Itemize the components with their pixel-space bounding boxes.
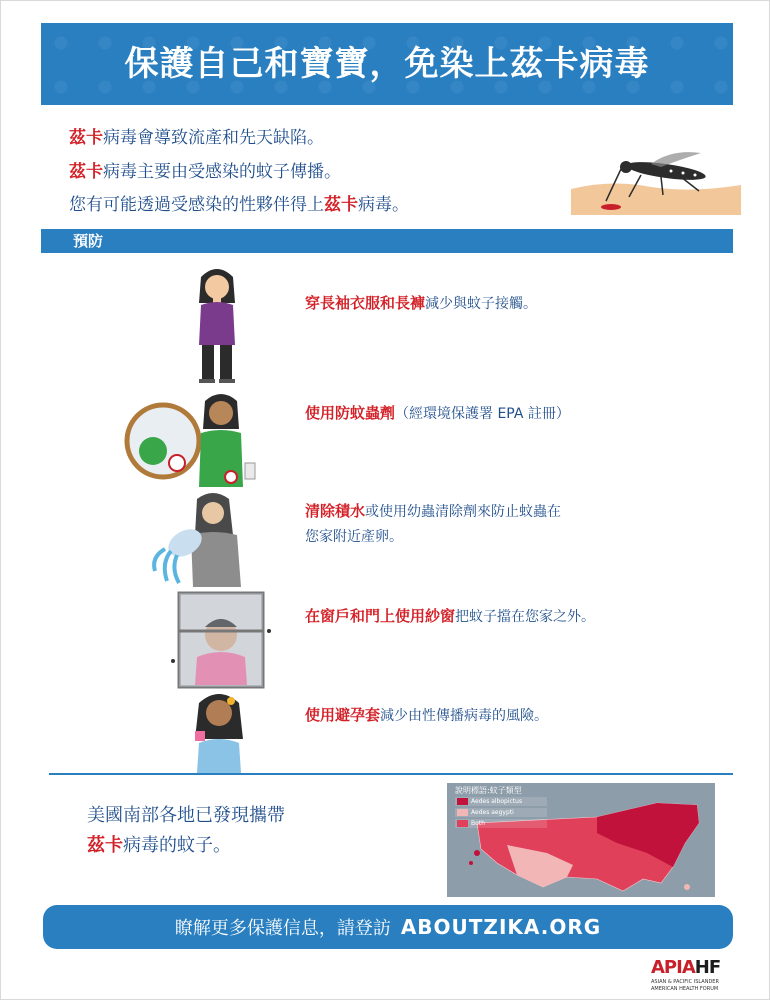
logo-subtitle-1: ASIAN & PACIFIC ISLANDER <box>651 979 719 985</box>
intro-line-1: 茲卡病毒會導致流產和先天缺陷。 <box>69 128 324 148</box>
logo-subtitle-2: AMERICAN HEALTH FORUM <box>651 986 719 992</box>
website-link[interactable]: ABOUTZIKA.ORG <box>400 915 602 939</box>
header-banner <box>41 23 733 105</box>
legend-swatch <box>457 809 468 816</box>
logo-wordmark: APIAHF <box>651 957 721 978</box>
section-header-prevention <box>41 229 733 253</box>
footer-banner <box>43 905 733 949</box>
page-title: 保護自己和寶寶，免染上茲卡病毒 <box>124 44 650 84</box>
legend-both: Both <box>455 819 547 828</box>
window-screen-illustration <box>169 591 273 689</box>
map-legend-title: 說明標語:蚊子類型 <box>455 786 522 795</box>
condom-woman-illustration <box>189 691 249 773</box>
legend-aegypti: Aedes aegypti <box>455 808 547 817</box>
legend-swatch <box>457 820 468 827</box>
legend-albopictus: Aedes albopictus <box>455 797 547 806</box>
apiahf-logo <box>651 957 741 997</box>
legend-swatch <box>457 798 468 805</box>
footer-text: 瞭解更多保護信息，請登訪 ABOUTZIKA.ORG <box>174 915 602 939</box>
mosquito-illustration <box>571 149 741 215</box>
intro-line-2: 茲卡病毒主要由受感染的蚊子傳播。 <box>69 162 341 182</box>
tip-condoms: 使用避孕套減少由性傳播病毒的風險。 <box>305 706 549 724</box>
tip-screens: 在窗戶和門上使用紗窗把蚊子擋在您家之外。 <box>305 607 596 625</box>
dumping-water-woman-illustration <box>151 491 251 587</box>
long-sleeves-woman-illustration <box>187 263 247 385</box>
section-label: 預防 <box>73 232 104 250</box>
mosquito-range-note: 美國南部各地已發現攜帶 茲卡病毒的蚊子。 <box>87 805 285 856</box>
us-mosquito-map <box>447 783 715 897</box>
tip-long-sleeves: 穿長袖衣服和長褲減少與蚊子接觸。 <box>305 294 538 312</box>
intro-line-3: 您有可能透過受感染的性夥伴得上茲卡病毒。 <box>69 195 409 215</box>
divider <box>49 773 733 775</box>
tip-repellent: 使用防蚊蟲劑（經環境保護署 EPA 註冊） <box>305 404 570 422</box>
repellent-woman-illustration <box>123 389 263 493</box>
tip-standing-water: 清除積水或使用幼蟲清除劑來防止蚊蟲在您家附近產卵。 <box>305 502 562 545</box>
